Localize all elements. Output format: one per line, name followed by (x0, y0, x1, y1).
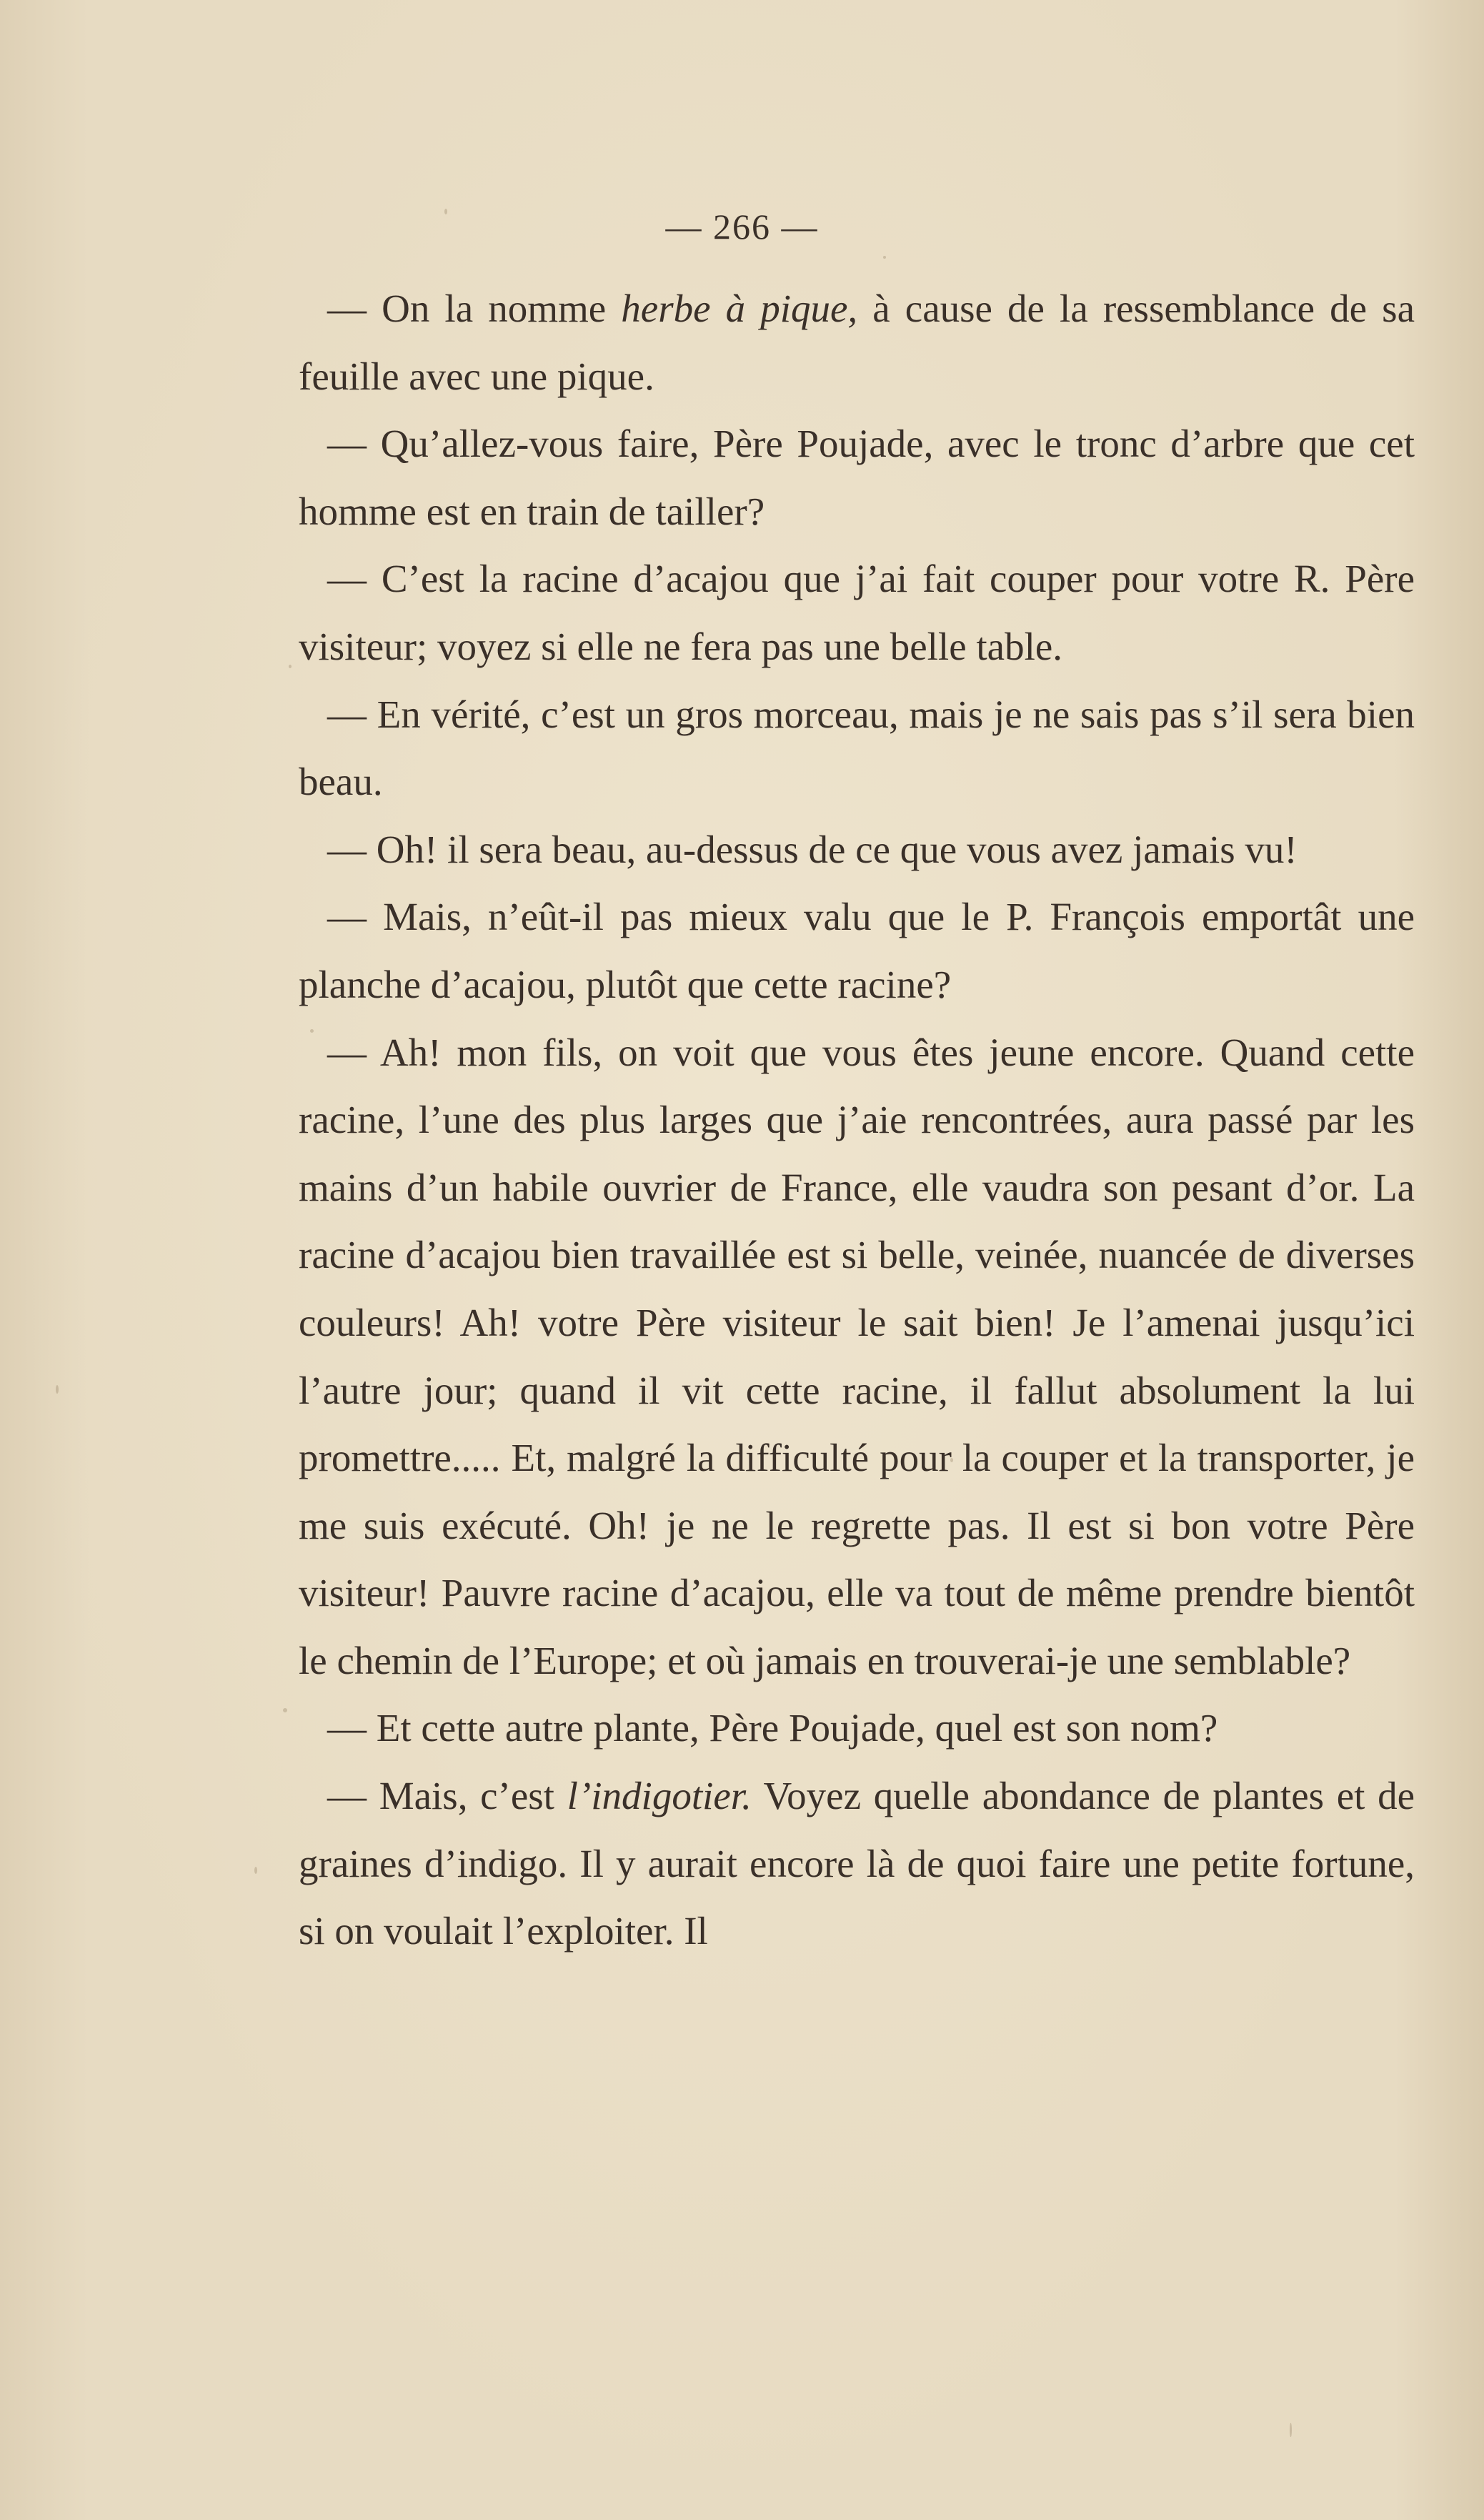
paragraph: — Ah! mon fils, on voit que vous êtes jeune encore. Quand cette racine, l’une des plus larges que j’aie rencontrées, aura passé par les mains d’un habile ouvrier de France, elle vaudra son pesant d’or. La racine d’acajou bien travaillée est si belle, veinée, nuancée de diverses couleurs! Ah! votre Père visiteur le sait bien! Je l’amenai jusqu’ici l’autre jour; quand il vit cette racine, il fallut absolument la lui promettre..... Et, malgré la difficulté pour la couper et la transporter, je me suis exécuté. Oh! je ne le regrette pas. Il est si bon votre Père visiteur! Pauvre racine d’acajou, elle va tout de même prendre bientôt le chemin de l’Europe; et où jamais en trouverai-je une semblable? (299, 1030, 1415, 1682)
body-text (299, 275, 1415, 1965)
paragraph-text: à cause de la ressemblance de sa feuille avec une pique. (299, 287, 1415, 398)
emphasized-term: herbe à pique, (621, 287, 858, 330)
paper-speck (289, 665, 292, 668)
paper-speck (254, 1867, 257, 1874)
paper-speck (283, 1708, 287, 1712)
paragraph-text: Voyez quelle abondance de plantes et de graines d’indigo. Il y aurait encore là de quoi faire une petite fortune, si on voulait l’exploiter. Il (299, 1774, 1415, 1953)
paragraph: — C’est la racine d’acajou que j’ai fait couper pour votre R. Père visiteur; voyez si elle ne fera pas une belle table. (299, 557, 1415, 668)
paragraph-text: — On la nomme (327, 287, 622, 330)
page-number: — 266 — (665, 207, 819, 247)
paragraph (299, 1762, 1415, 1965)
paragraph (299, 275, 1415, 410)
paper-speck (883, 256, 886, 259)
paragraph: — Et cette autre plante, Père Poujade, quel est son nom? (327, 1706, 1218, 1750)
paragraph: — En vérité, c’est un gros morceau, mais je ne sais pas s’il sera bien beau. (299, 692, 1415, 804)
emphasized-term: l’indigotier. (567, 1774, 752, 1818)
paragraph-text: — Mais, c’est (327, 1774, 567, 1818)
paper-speck (56, 1385, 59, 1394)
paragraph: — Mais, n’eût-il pas mieux valu que le P. François emportât une planche d’acajou, plutôt que cette racine? (299, 895, 1415, 1006)
paragraph: — Qu’allez-vous faire, Père Poujade, avec le tronc d’arbre que cet homme est en train de tailler? (299, 422, 1415, 533)
paragraph: — Oh! il sera beau, au-dessus de ce que vous avez jamais vu! (327, 827, 1298, 871)
paper-speck (1290, 2423, 1292, 2437)
